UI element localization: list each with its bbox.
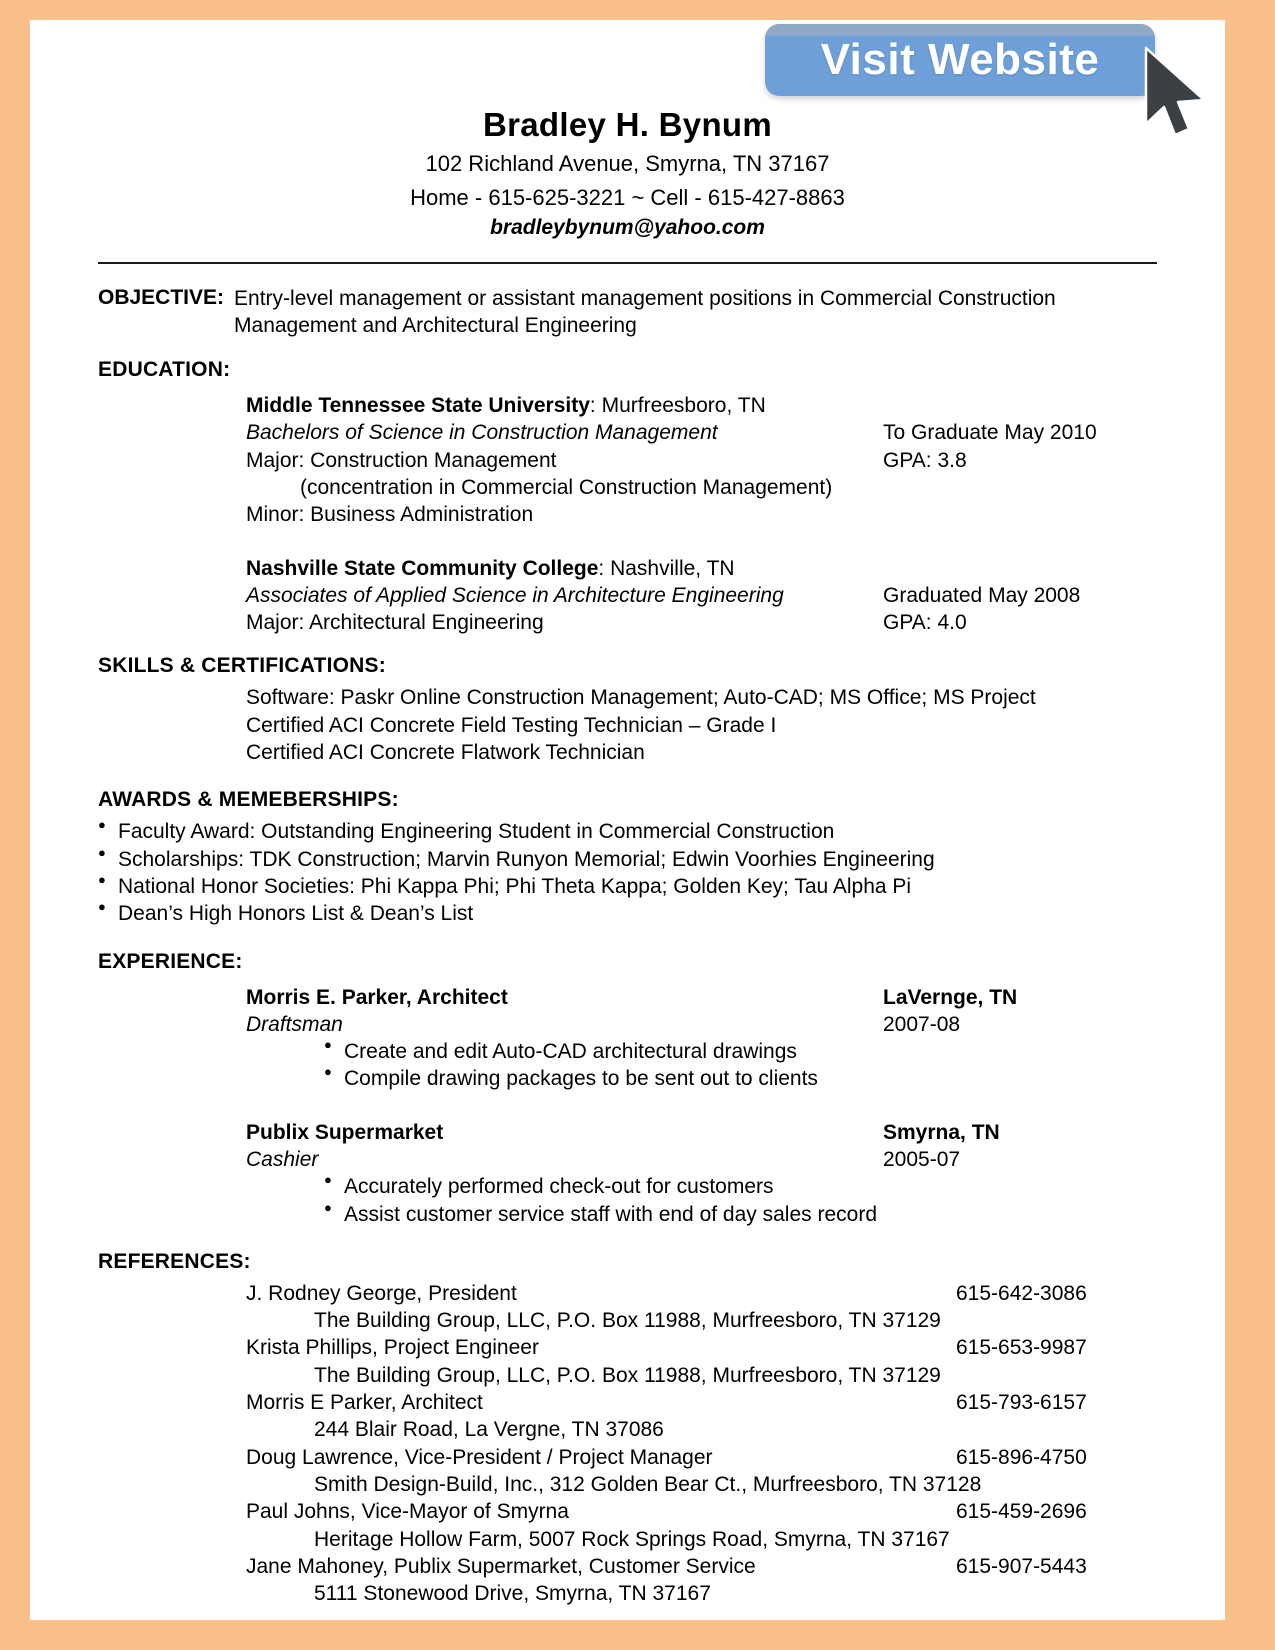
reference-name: Paul Johns, Vice-Mayor of Smyrna bbox=[246, 1500, 569, 1524]
education-entry-nscc bbox=[246, 555, 1157, 637]
school-name: Middle Tennessee State University bbox=[246, 394, 590, 418]
gpa-value: GPA: 4.0 bbox=[883, 611, 967, 635]
objective-line-2: Management and Architectural Engineering bbox=[234, 314, 637, 338]
job-title: Draftsman bbox=[246, 1012, 343, 1036]
list-item: ● Dean’s High Honors List & Dean’s List bbox=[98, 900, 1157, 927]
reference-entry bbox=[246, 1334, 1157, 1389]
employer-name: Publix Supermarket bbox=[246, 1120, 444, 1144]
objective-section bbox=[30, 286, 1225, 340]
awards-list bbox=[98, 818, 1157, 927]
reference-entry bbox=[246, 1498, 1157, 1553]
employer-row bbox=[246, 1119, 1157, 1146]
resume-sheet bbox=[30, 20, 1225, 1620]
mouse-cursor-icon bbox=[1142, 46, 1212, 141]
reference-phone: 615-793-6157 bbox=[956, 1391, 1087, 1415]
experience-entry-publix bbox=[246, 1119, 1157, 1228]
objective-line-1: Entry-level management or assistant management positions in Commercial Construction bbox=[234, 287, 1056, 311]
skills-item: Certified ACI Concrete Flatwork Technician bbox=[246, 741, 645, 765]
reference-address: The Building Group, LLC, P.O. Box 11988, Murfreesboro, TN 37129 bbox=[314, 1363, 941, 1387]
list-item: ● Scholarships: TDK Construction; Marvin Runyon Memorial; Edwin Voorhies Engineering bbox=[98, 846, 1157, 873]
job-dates: 2007-08 bbox=[883, 1012, 961, 1036]
candidate-email: bradleybynum@yahoo.com bbox=[490, 216, 765, 240]
skills-item: Software: Paskr Online Construction Management; Auto-CAD; MS Office; MS Project bbox=[246, 686, 1036, 710]
employer-location: Smyrna, TN bbox=[883, 1120, 1000, 1144]
education-section bbox=[30, 358, 1225, 636]
list-item: ● National Honor Societies: Phi Kappa Phi; Phi Theta Kappa; Golden Key; Tau Alpha Pi bbox=[98, 873, 1157, 900]
major-row bbox=[246, 447, 1157, 474]
degree-date: Graduated May 2008 bbox=[883, 583, 1081, 607]
employer-row bbox=[246, 984, 1157, 1011]
job-dates: 2005-07 bbox=[883, 1148, 961, 1171]
skills-heading: SKILLS & CERTIFICATIONS: bbox=[98, 654, 386, 678]
reference-entry bbox=[246, 1444, 1157, 1499]
reference-phone: 615-907-5443 bbox=[956, 1554, 1087, 1578]
references-list bbox=[246, 1280, 1157, 1608]
gpa-value: GPA: 3.8 bbox=[883, 448, 967, 472]
reference-address: Heritage Hollow Farm, 5007 Rock Springs Road, Smyrna, TN 37167 bbox=[314, 1527, 950, 1551]
reference-name: Jane Mahoney, Publix Supermarket, Customer Service bbox=[246, 1554, 756, 1578]
reference-name: Doug Lawrence, Vice-President / Project Manager bbox=[246, 1445, 713, 1469]
education-entry-mtsu bbox=[246, 392, 1157, 528]
skills-list bbox=[246, 684, 1157, 766]
school-name-row bbox=[246, 392, 1157, 419]
reference-phone: 615-459-2696 bbox=[956, 1500, 1087, 1524]
school-name: Nashville State Community College bbox=[246, 556, 599, 580]
major-row bbox=[246, 609, 1157, 636]
reference-entry bbox=[246, 1389, 1157, 1444]
list-item: ● Accurately performed check-out for customers bbox=[324, 1173, 1157, 1200]
list-item: ● Assist customer service staff with end of day sales record bbox=[324, 1201, 1157, 1228]
awards-heading: AWARDS & MEMEBERSHIPS: bbox=[98, 788, 399, 812]
candidate-phones: Home - 615-625-3221 ~ Cell - 615-427-8863 bbox=[410, 185, 845, 211]
reference-phone: 615-896-4750 bbox=[956, 1445, 1087, 1469]
reference-name: Morris E Parker, Architect bbox=[246, 1391, 483, 1415]
reference-phone: 615-653-9987 bbox=[956, 1336, 1087, 1360]
reference-name: Krista Phillips, Project Engineer bbox=[246, 1336, 539, 1360]
reference-phone: 615-642-3086 bbox=[956, 1281, 1087, 1305]
reference-address: 5111 Stonewood Drive, Smyrna, TN 37167 bbox=[314, 1582, 711, 1606]
objective-label: OBJECTIVE: bbox=[98, 286, 225, 310]
job-bullets bbox=[324, 1173, 1157, 1228]
visit-website-button[interactable] bbox=[765, 24, 1155, 96]
experience-section bbox=[30, 950, 1225, 1228]
list-item: ● Compile drawing packages to be sent out to clients bbox=[324, 1065, 1157, 1092]
list-item: ● Faculty Award: Outstanding Engineering Student in Commercial Construction bbox=[98, 818, 1157, 845]
major-name: Major: Architectural Engineering bbox=[246, 611, 544, 635]
employer-name: Morris E. Parker, Architect bbox=[246, 985, 508, 1009]
reference-entry bbox=[246, 1280, 1157, 1335]
education-heading: EDUCATION: bbox=[98, 358, 231, 382]
visit-website-label: Visit Website bbox=[820, 35, 1100, 84]
experience-entry-parker bbox=[246, 984, 1157, 1093]
job-title: Cashier bbox=[246, 1148, 319, 1171]
job-title-row bbox=[246, 1146, 1157, 1173]
reference-address: Smith Design-Build, Inc., 312 Golden Bear Ct., Murfreesboro, TN 37128 bbox=[314, 1472, 982, 1496]
school-location: : Nashville, TN bbox=[598, 556, 735, 580]
concentration-line: (concentration in Commercial Construction Management) bbox=[300, 475, 833, 499]
degree-name: Bachelors of Science in Construction Management bbox=[246, 421, 718, 445]
resume-paper bbox=[30, 20, 1225, 1620]
candidate-name: Bradley H. Bynum bbox=[482, 106, 773, 143]
degree-date: To Graduate May 2010 bbox=[883, 421, 1097, 445]
degree-row bbox=[246, 419, 1157, 446]
skills-item: Certified ACI Concrete Field Testing Technician – Grade I bbox=[246, 713, 777, 737]
awards-section bbox=[30, 788, 1225, 927]
job-title-row bbox=[246, 1011, 1157, 1038]
reference-address: 244 Blair Road, La Vergne, TN 37086 bbox=[314, 1418, 664, 1442]
list-item: ● Create and edit Auto-CAD architectural drawings bbox=[324, 1038, 1157, 1065]
skills-section bbox=[30, 654, 1225, 766]
reference-name: J. Rodney George, President bbox=[246, 1281, 517, 1305]
employer-location: LaVernge, TN bbox=[883, 985, 1018, 1009]
reference-entry bbox=[246, 1553, 1157, 1608]
minor-line: Minor: Business Administration bbox=[246, 503, 534, 527]
degree-name: Associates of Applied Science in Architecture Engineering bbox=[246, 583, 784, 607]
reference-address: The Building Group, LLC, P.O. Box 11988, Murfreesboro, TN 37129 bbox=[314, 1309, 941, 1333]
job-bullets bbox=[324, 1038, 1157, 1093]
degree-row bbox=[246, 582, 1157, 609]
major-name: Major: Construction Management bbox=[246, 448, 557, 472]
candidate-address: 102 Richland Avenue, Smyrna, TN 37167 bbox=[425, 151, 830, 176]
references-heading: REFERENCES: bbox=[98, 1249, 251, 1273]
school-location: : Murfreesboro, TN bbox=[589, 394, 766, 418]
references-section bbox=[30, 1250, 1225, 1608]
school-name-row bbox=[246, 555, 1157, 582]
experience-heading: EXPERIENCE: bbox=[98, 949, 243, 973]
